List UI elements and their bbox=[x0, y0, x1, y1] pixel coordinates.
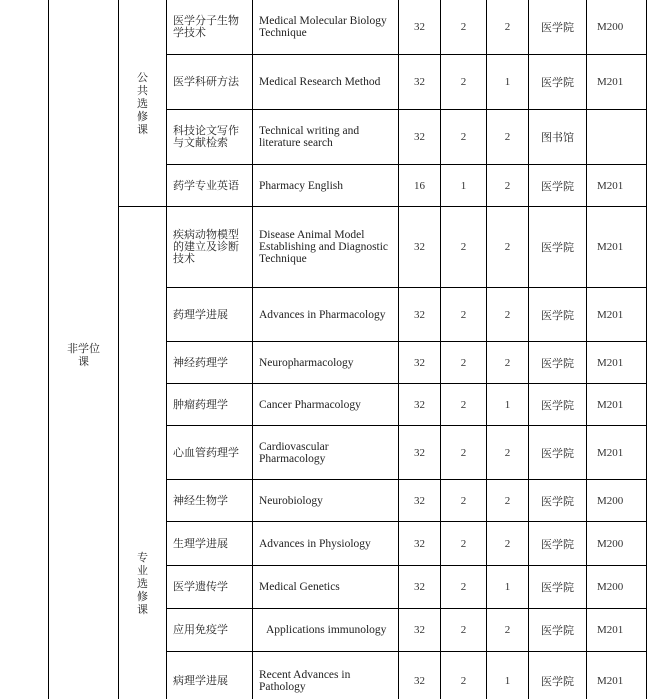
course-code: M201 bbox=[587, 342, 647, 384]
course-term: 1 bbox=[487, 652, 529, 699]
course-hours: 32 bbox=[399, 522, 441, 566]
course-name-cn: 医学分子生物学技术 bbox=[167, 0, 253, 55]
course-table bbox=[48, 0, 647, 699]
course-name-cn: 心血管药理学 bbox=[167, 426, 253, 480]
course-department: 医学院 bbox=[529, 480, 587, 522]
course-department: 医学院 bbox=[529, 288, 587, 342]
course-code: M200 bbox=[587, 566, 647, 609]
course-term: 2 bbox=[487, 207, 529, 288]
course-name-cn: 医学遗传学 bbox=[167, 566, 253, 609]
course-hours: 32 bbox=[399, 652, 441, 699]
course-term: 2 bbox=[487, 480, 529, 522]
course-name-en: Cancer Pharmacology bbox=[253, 384, 399, 426]
course-credits: 2 bbox=[441, 55, 487, 110]
course-term: 2 bbox=[487, 288, 529, 342]
course-term: 1 bbox=[487, 566, 529, 609]
course-credits: 2 bbox=[441, 480, 487, 522]
course-credits: 2 bbox=[441, 384, 487, 426]
category-major-elective bbox=[119, 207, 167, 699]
course-code: M201 bbox=[587, 288, 647, 342]
course-name-cn: 科技论文写作与文献检索 bbox=[167, 110, 253, 165]
course-term: 2 bbox=[487, 609, 529, 652]
course-department: 医学院 bbox=[529, 609, 587, 652]
course-code: M201 bbox=[587, 55, 647, 110]
course-code bbox=[587, 110, 647, 165]
course-name-cn: 肿瘤药理学 bbox=[167, 384, 253, 426]
course-name-en: Neurobiology bbox=[253, 480, 399, 522]
course-credits: 2 bbox=[441, 0, 487, 55]
course-credits: 2 bbox=[441, 288, 487, 342]
course-name-cn: 药理学进展 bbox=[167, 288, 253, 342]
course-credits: 2 bbox=[441, 207, 487, 288]
course-department: 图书馆 bbox=[529, 110, 587, 165]
course-department: 医学院 bbox=[529, 566, 587, 609]
course-department: 医学院 bbox=[529, 426, 587, 480]
course-department: 医学院 bbox=[529, 55, 587, 110]
course-name-en: Advances in Pharmacology bbox=[253, 288, 399, 342]
course-name-cn: 医学科研方法 bbox=[167, 55, 253, 110]
course-name-en: Cardiovascular Pharmacology bbox=[253, 426, 399, 480]
course-hours: 32 bbox=[399, 0, 441, 55]
course-credits: 2 bbox=[441, 522, 487, 566]
course-name-en: Advances in Physiology bbox=[253, 522, 399, 566]
course-name-en: Medical Genetics bbox=[253, 566, 399, 609]
course-name-en: Neuropharmacology bbox=[253, 342, 399, 384]
course-code: M201 bbox=[587, 165, 647, 207]
course-credits: 2 bbox=[441, 342, 487, 384]
course-term: 2 bbox=[487, 426, 529, 480]
course-name-cn: 药学专业英语 bbox=[167, 165, 253, 207]
course-hours: 32 bbox=[399, 384, 441, 426]
course-hours: 16 bbox=[399, 165, 441, 207]
course-code: M201 bbox=[587, 207, 647, 288]
course-name-en: Pharmacy English bbox=[253, 165, 399, 207]
course-hours: 32 bbox=[399, 342, 441, 384]
table-row bbox=[49, 207, 647, 288]
course-hours: 32 bbox=[399, 566, 441, 609]
course-department: 医学院 bbox=[529, 522, 587, 566]
course-code: M201 bbox=[587, 384, 647, 426]
course-credits: 2 bbox=[441, 566, 487, 609]
course-name-cn: 应用免疫学 bbox=[167, 609, 253, 652]
course-code: M201 bbox=[587, 426, 647, 480]
course-code: M200 bbox=[587, 0, 647, 55]
course-name-cn: 生理学进展 bbox=[167, 522, 253, 566]
course-code: M201 bbox=[587, 609, 647, 652]
course-hours: 32 bbox=[399, 110, 441, 165]
course-name-en: Recent Advances in Pathology bbox=[253, 652, 399, 699]
course-term: 2 bbox=[487, 110, 529, 165]
course-term: 2 bbox=[487, 522, 529, 566]
course-code: M201 bbox=[587, 652, 647, 699]
course-name-cn: 病理学进展 bbox=[167, 652, 253, 699]
course-name-en: Technical writing and literature search bbox=[253, 110, 399, 165]
course-code: M200 bbox=[587, 522, 647, 566]
course-hours: 32 bbox=[399, 426, 441, 480]
table-row bbox=[49, 0, 647, 55]
category-public-elective-label: 公共选修课 bbox=[137, 70, 148, 136]
course-term: 1 bbox=[487, 55, 529, 110]
course-credits: 2 bbox=[441, 110, 487, 165]
course-name-cn: 疾病动物模型的建立及诊断技术 bbox=[167, 207, 253, 288]
course-name-en: Disease Animal Model Establishing and Diagnostic Technique bbox=[253, 207, 399, 288]
course-department: 医学院 bbox=[529, 342, 587, 384]
course-name-en: Applications immunology bbox=[253, 609, 399, 652]
course-department: 医学院 bbox=[529, 207, 587, 288]
category-non-degree bbox=[49, 0, 119, 699]
course-name-en: Medical Research Method bbox=[253, 55, 399, 110]
course-credits: 2 bbox=[441, 426, 487, 480]
course-credits: 2 bbox=[441, 609, 487, 652]
course-hours: 32 bbox=[399, 480, 441, 522]
course-hours: 32 bbox=[399, 609, 441, 652]
course-hours: 32 bbox=[399, 288, 441, 342]
category-non-degree-label: 非学位课 bbox=[67, 341, 100, 368]
course-credits: 1 bbox=[441, 165, 487, 207]
course-term: 2 bbox=[487, 0, 529, 55]
category-major-elective-label: 专业选修课 bbox=[137, 550, 148, 616]
course-credits: 2 bbox=[441, 652, 487, 699]
category-public-elective bbox=[119, 0, 167, 207]
course-name-en: Medical Molecular Biology Technique bbox=[253, 0, 399, 55]
course-name-cn: 神经生物学 bbox=[167, 480, 253, 522]
course-hours: 32 bbox=[399, 207, 441, 288]
course-term: 2 bbox=[487, 342, 529, 384]
course-hours: 32 bbox=[399, 55, 441, 110]
course-department: 医学院 bbox=[529, 0, 587, 55]
course-department: 医学院 bbox=[529, 652, 587, 699]
course-term: 2 bbox=[487, 165, 529, 207]
course-department: 医学院 bbox=[529, 384, 587, 426]
course-term: 1 bbox=[487, 384, 529, 426]
course-name-cn: 神经药理学 bbox=[167, 342, 253, 384]
course-department: 医学院 bbox=[529, 165, 587, 207]
course-code: M200 bbox=[587, 480, 647, 522]
